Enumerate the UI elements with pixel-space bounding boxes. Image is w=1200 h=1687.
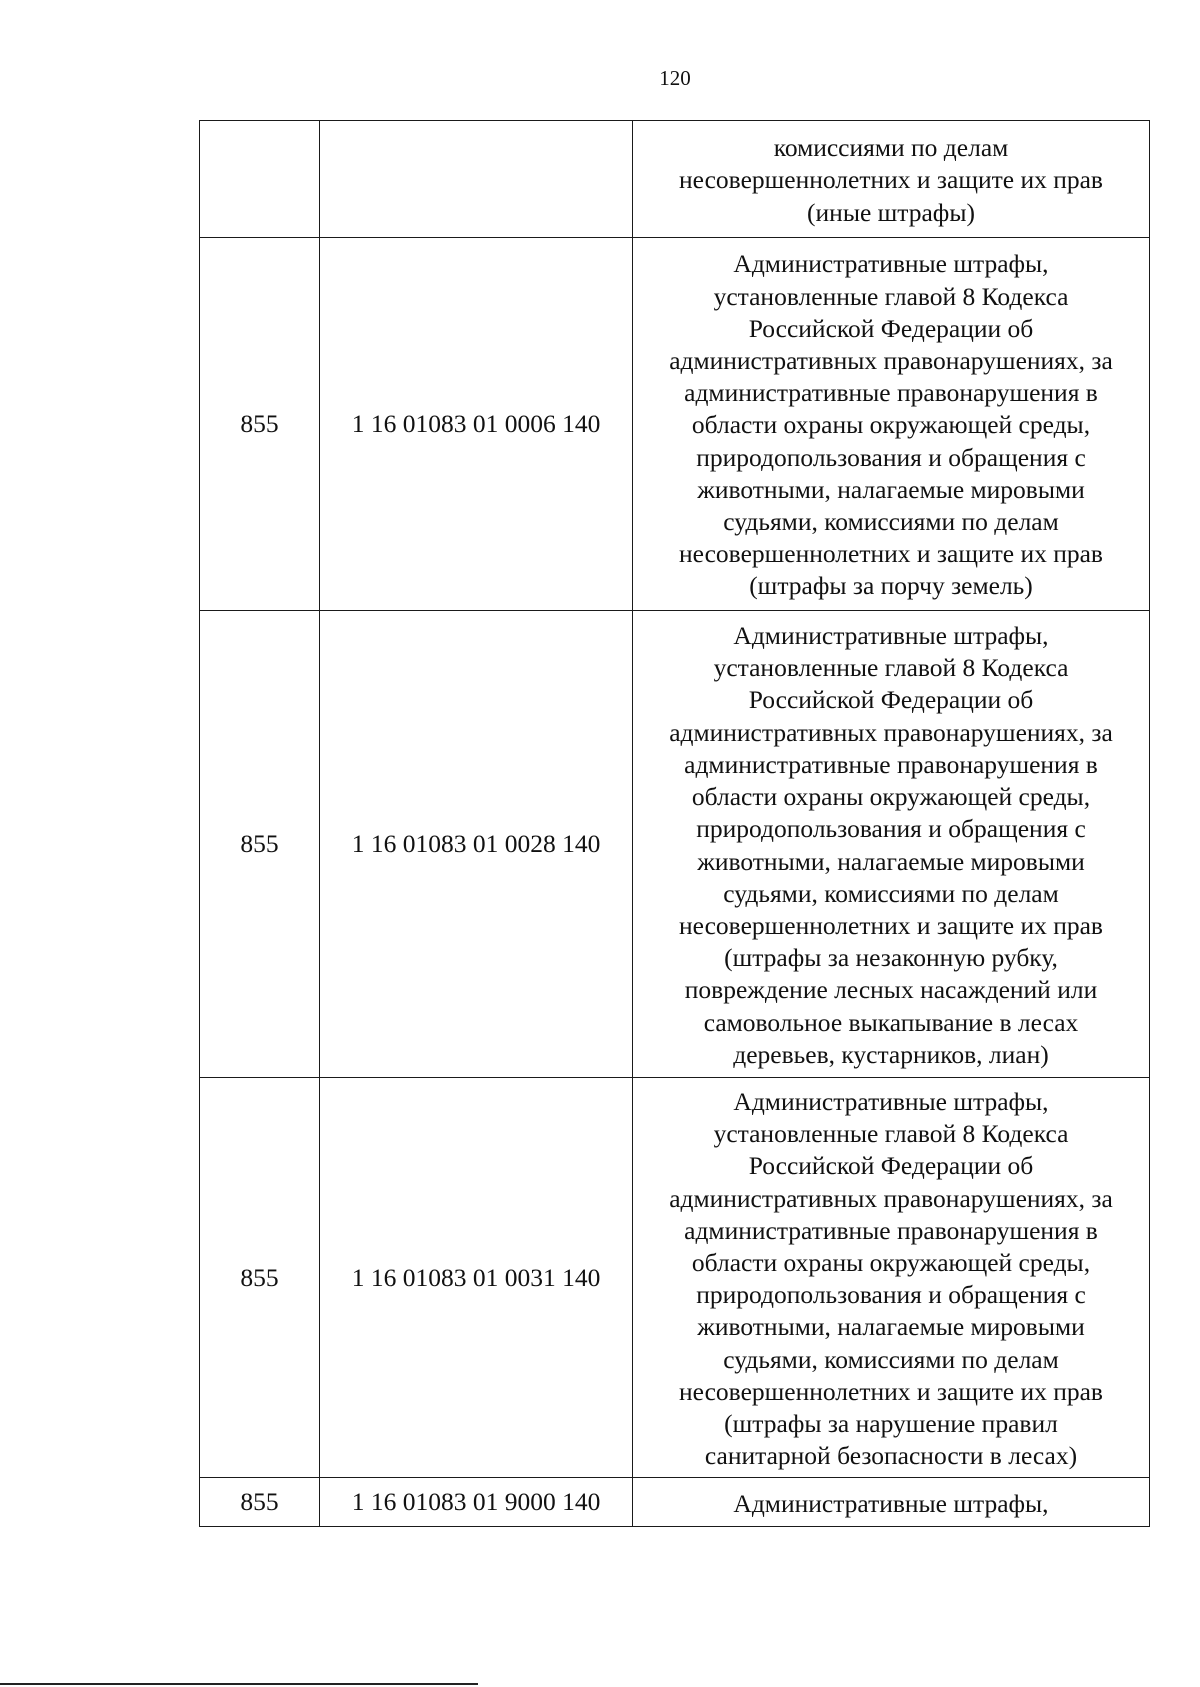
description-line: судьями, комиссиями по делам — [723, 507, 1059, 536]
description-line: установленные главой 8 Кодекса — [713, 1119, 1069, 1149]
description-line: природопользования и обращения с — [696, 442, 1086, 472]
description-line: установленные главой 8 Кодекса — [713, 281, 1069, 311]
description-line: повреждение лесных насаждений или — [684, 975, 1098, 1005]
description-line: области охраны окружающей среды, — [691, 1248, 1091, 1278]
description-line: животными, налагаемые мировыми — [697, 846, 1085, 876]
description-line: установленные главой 8 Кодекса — [713, 653, 1069, 683]
revenue-description-cell — [633, 1478, 1150, 1527]
admin-code-cell: 855 — [200, 1478, 320, 1527]
description-line: Административные штрафы, — [733, 621, 1049, 651]
description-line: Административные штрафы, — [733, 1488, 1049, 1518]
table-row — [200, 238, 1150, 611]
description-line: административные правонарушения в — [684, 749, 1098, 779]
description-line: Административные штрафы, — [733, 1087, 1049, 1116]
description-line: судьями, комиссиями по делам — [723, 878, 1059, 908]
admin-code-cell: 855 — [200, 238, 320, 611]
description-line: (штрафы за порчу земель) — [749, 571, 1033, 601]
description-line: административных правонарушениях, за — [669, 345, 1113, 375]
page-number: 120 — [659, 66, 691, 90]
budget-classification-code-cell: 1 16 01083 01 9000 140 — [320, 1478, 633, 1527]
description-line: (иные штрафы) — [807, 197, 975, 227]
description-line: природопользования и обращения с — [696, 1280, 1086, 1310]
description-line: Административные штрафы, — [733, 249, 1049, 279]
description-line: (штрафы за нарушение правил — [724, 1409, 1058, 1439]
budget-codes-table — [199, 120, 1150, 1527]
description-line: животными, налагаемые мировыми — [697, 474, 1085, 504]
revenue-description-cell — [633, 121, 1150, 238]
description-line: административные правонарушения в — [684, 1215, 1098, 1245]
admin-code-cell: 855 — [200, 611, 320, 1078]
footer-rule — [0, 1683, 478, 1685]
admin-code-cell: 855 — [200, 1078, 320, 1478]
budget-classification-code-cell — [320, 121, 633, 238]
description-line: области охраны окружающей среды, — [691, 782, 1091, 812]
description-line: Российской Федерации об — [748, 313, 1034, 343]
table-row — [200, 611, 1150, 1078]
revenue-description-cell — [633, 238, 1150, 611]
budget-classification-code-cell: 1 16 01083 01 0031 140 — [320, 1078, 633, 1478]
description-line: несовершеннолетних и защите их прав — [679, 539, 1103, 569]
table-row — [200, 1478, 1150, 1527]
budget-classification-code-cell: 1 16 01083 01 0028 140 — [320, 611, 633, 1078]
revenue-description-cell — [633, 1078, 1150, 1478]
description-line: животными, налагаемые мировыми — [697, 1312, 1085, 1342]
description-line: несовершеннолетних и защите их прав — [679, 910, 1103, 940]
description-line: административных правонарушениях, за — [669, 717, 1113, 747]
revenue-description-cell — [633, 611, 1150, 1078]
table-row — [200, 1078, 1150, 1478]
description-line: природопользования и обращения с — [696, 814, 1086, 844]
budget-classification-code-cell: 1 16 01083 01 0006 140 — [320, 238, 633, 611]
table-row — [200, 121, 1150, 238]
description-line: несовершеннолетних и защите их прав — [679, 1376, 1103, 1406]
description-line: административные правонарушения в — [684, 378, 1098, 408]
description-line: санитарной безопасности в лесах) — [704, 1441, 1078, 1471]
description-line: (штрафы за незаконную рубку, — [724, 943, 1058, 973]
description-line: Российской Федерации об — [748, 1151, 1034, 1181]
description-line: Российской Федерации об — [748, 685, 1034, 715]
description-line: области охраны окружающей среды, — [691, 410, 1091, 440]
admin-code-cell — [200, 121, 320, 238]
table-body — [200, 121, 1150, 1527]
description-line: административных правонарушениях, за — [669, 1183, 1113, 1213]
description-line: несовершеннолетних и защите их прав — [679, 165, 1103, 195]
description-line: комиссиями по делам — [773, 133, 1009, 163]
description-line: судьями, комиссиями по делам — [723, 1344, 1059, 1374]
description-line: деревьев, кустарников, лиан) — [733, 1039, 1049, 1069]
description-line: самовольное выкапывание в лесах — [703, 1007, 1079, 1037]
